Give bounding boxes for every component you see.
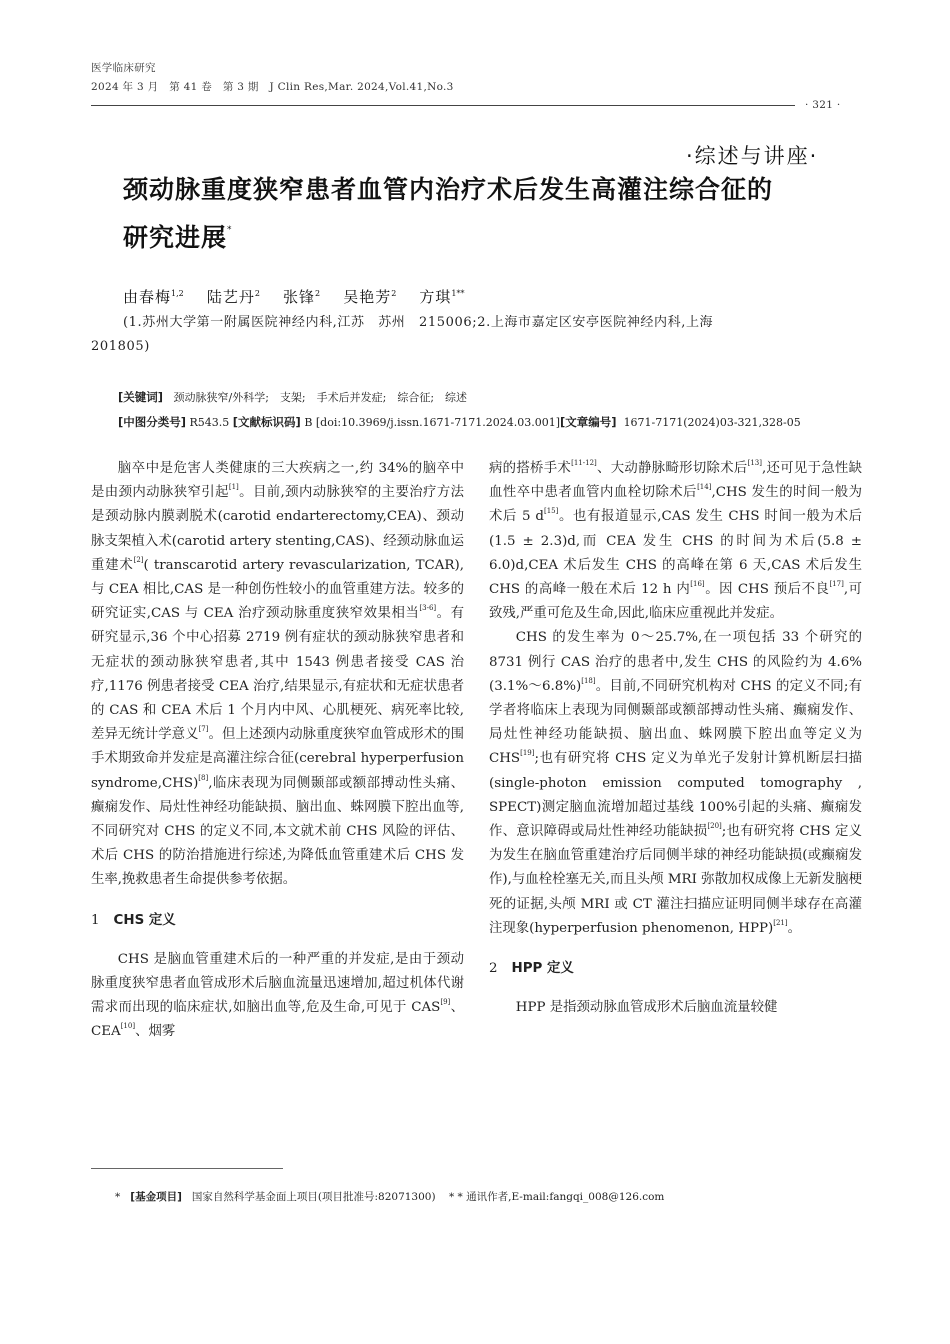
paragraph-hpp-def: HPP 是指颈动脉血管成形术后脑血流量较健 xyxy=(515,1000,778,1016)
title-line-2 xyxy=(123,210,863,258)
author-list xyxy=(123,286,465,307)
keywords-text: 颈动脉狭窄/外科学; 支架; 手术后并发症; 综合征; 综述 xyxy=(173,391,468,404)
left-column xyxy=(91,457,464,1045)
artno-value: 1671-7171(2024)03-321,328-05 xyxy=(623,416,801,429)
author-1: 由春梅$^{1,2}$ xyxy=(123,288,184,306)
footnote-mark: * xyxy=(115,1191,121,1203)
section-tag: ·综述与讲座· xyxy=(686,144,819,168)
doc-label: [文献标识码] xyxy=(232,415,301,429)
journal-name: 医学临床研究 xyxy=(91,62,156,74)
paragraph-chs-incidence: CHS 的发生率为 0～25.7%,在一项包括 33 个研究的 8731 例行 CAS 治疗的患者中,发生 CHS 的风险约为 4.6%(3.1%～6.8%)[18]。目前,不同研究机构对 CHS 的定义不同;有学者将临床上表现为同侧颞部或额部搏动性头痛、癫痫发作、局灶性神经功能缺损、脑出血、蛛网膜下腔出血等定义为 CHS[19];也有研究将 CHS 定义为单光子发射计算机断层扫描(single-photon emission computed tomography , SPECT)测定脑血流增加超过基线 100%引起的头痛、癫痫发作、意识障碍或局灶性神经功能缺损[20];也有研究将 CHS 定义为发生在脑血管重建治疗后同侧半球的神经功能缺损(或癫痫发作),与血栓栓塞无关,而且头颅 MRI 弥散加权成像上无新发脑梗死的证据,头颅 MRI 或 CT 灌注扫描应证明同侧半球存在高灌注现象(hyperperfusion phenomenon, HPP)[21]。 xyxy=(489,630,862,936)
keywords-label: [关键词] xyxy=(118,390,164,404)
paragraph-chs-def: CHS 是脑血管重建术后的一种严重的并发症,是由于颈动脉重度狭窄患者血管成形术后脑血流量迅速增加,超过机体代谢需求而出现的临床症状,如脑出血等,危及生命,可见于 CAS[9]、CEA[10]、烟雾 xyxy=(91,951,465,1040)
paragraph-intro: 脑卒中是危害人类健康的三大疾病之一,约 34%的脑卒中是由颈内动脉狭窄引起[1]。目前,颈内动脉狭窄的主要治疗方法是颈动脉内膜剥脱术(carotid endarterectomy,CEA)、颈动脉支架植入术(carotid artery stenting,CAS)、经颈动脉血运重建术[2]( transcarotid artery revascularization, TCAR),与 CEA 相比,CAS 是一种创伤性较小的血管重建方法。较多的研究证实,CAS 与 CEA 治疗颈动脉重度狭窄效果相当[3-6]。有研究显示,36 个中心招募 2719 例有症状的颈动脉狭窄患者和无症状的颈动脉狭窄患者,其中 1543 例患者接受 CAS 治疗,1176 例患者接受 CEA 治疗,结果显示,有症状和无症状患者的 CAS 和 CEA 术后 1 个月内中风、心肌梗死、病死率比较,差异无统计学意义[7]。但上述颈内动脉重度狭窄血管成形术的围手术期致命并发症是高灌注综合征(cerebral hyperperfusion syndrome,CHS)[8],临床表现为同侧颞部或额部搏动性头痛、癫痫发作、局灶性神经功能缺损、脑出血、蛛网膜下腔出血等,不同研究对 CHS 的定义不同,本文就术前 CHS 风险的评估、术后 CHS 的防治措施进行综述,为降低血管重建术后 CHS 发生率,挽救患者生命提供参考依据。 xyxy=(91,461,465,888)
title-footnote-mark: * xyxy=(227,225,233,235)
keywords xyxy=(118,389,467,405)
section-2-heading: 2 HPP 定义 xyxy=(489,961,574,977)
fund-label: [基金项目] xyxy=(130,1191,182,1203)
header-rule xyxy=(91,105,795,106)
paragraph-chs-cont: 病的搭桥手术[11-12]、大动静脉畸形切除术后[13],还可见于急性缺血性卒中患者血管内血栓切除术后[14],CHS 发生的时间一般为术后 5 d[15]。也有报道显示,CAS 发生 CHS 时间一般为术后(1.5 ± 2.3)d,而 CEA 发生 CHS 的时间为术后(5.8 ± 6.0)d,CEA 术后发生 CHS 的高峰在第 6 天,CAS 术后发生 CHS 的高峰一般在术后 12 h 内[16]。因 CHS 预后不良[17],可致残,严重可危及生命,因此,临床应重视此并发症。 xyxy=(489,459,863,622)
footnote xyxy=(115,1189,664,1204)
article-title xyxy=(123,170,863,258)
page-number: · 321 · xyxy=(805,99,841,111)
footnote-rule xyxy=(91,1168,283,1169)
clc-label: [中图分类号] xyxy=(118,415,187,429)
right-column xyxy=(489,457,862,1020)
corresponding-author: * * 通讯作者,E-mail:fangqi_008@126.com xyxy=(448,1191,665,1203)
affiliation xyxy=(91,311,851,359)
classification xyxy=(118,414,801,430)
author-4: 吴艳芳$^2$ xyxy=(343,288,397,306)
author-5: 方琪$^{1**}$ xyxy=(419,288,465,306)
clc-value: R543.5 xyxy=(189,416,230,429)
issue-info: 2024 年 3 月 第 41 卷 第 3 期 J Clin Res,Mar. 2024,Vol.41,No.3 xyxy=(91,81,454,93)
title-line-2-text: 研究进展 xyxy=(123,223,228,252)
author-2: 陆艺丹$^2$ xyxy=(206,288,260,306)
affiliation-line-2: 201805) xyxy=(91,339,150,354)
section-1-heading: 1 CHS 定义 xyxy=(91,912,176,928)
author-3: 张锋$^2$ xyxy=(283,288,321,306)
fund-text: 国家自然科学基金面上项目(项目批准号:82071300) xyxy=(191,1191,436,1203)
title-line-1: 颈动脉重度狭窄患者血管内治疗术后发生高灌注综合征的 xyxy=(123,175,774,204)
affiliation-line-1: (1.苏州大学第一附属医院神经内科,江苏 苏州 215006;2.上海市嘉定区安亭医院神经内科,上海 xyxy=(123,315,714,330)
artno-label: [文章编号] xyxy=(560,415,617,429)
doc-value: B [doi:10.3969/j.issn.1671-7171.2024.03.001] xyxy=(304,416,561,429)
